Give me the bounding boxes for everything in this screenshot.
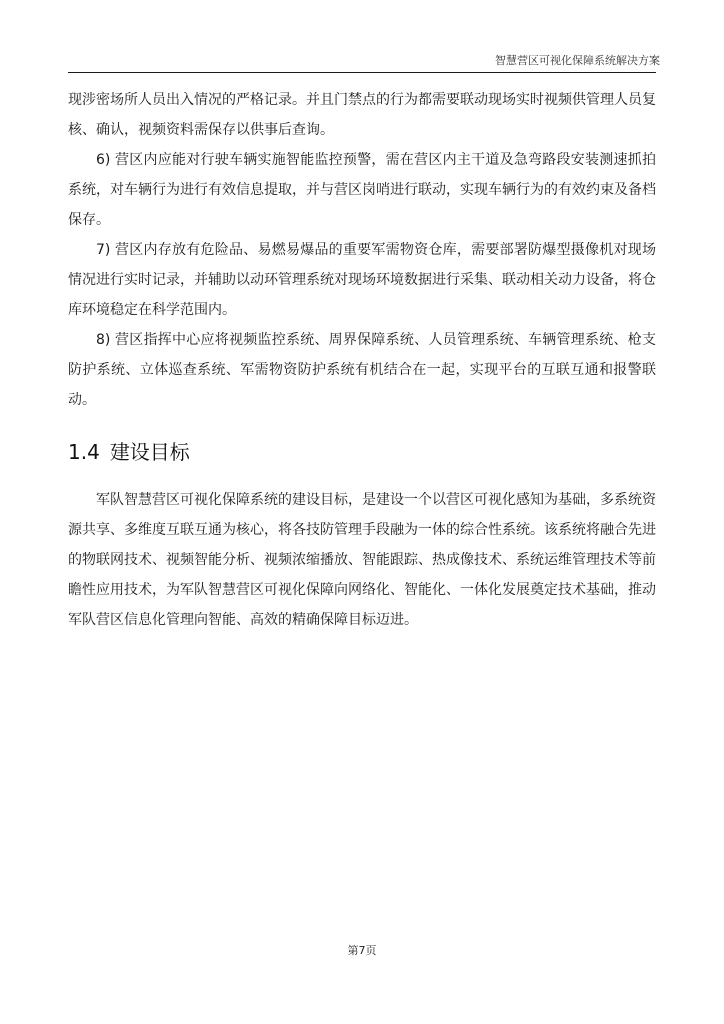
section-title: 建设目标	[109, 440, 190, 464]
paragraph-continuation: 现涉密场所人员出入情况的严格记录。并且门禁点的行为都需要联动现场实时视频供管理人员复核、确认，视频资料需保存以供事后查询。	[68, 92, 656, 138]
paragraph-item-7: 7) 营区内存放有危险品、易燃易爆品的重要军需物资仓库，需要部署防爆型摄像机对现场情况进行实时记录，并辅助以动环管理系统对现场环境数据进行采集、联动相关动力设备，将仓库环境稳定在科学范围内。	[68, 242, 656, 318]
header-divider	[68, 72, 656, 73]
document-body	[68, 85, 656, 635]
paragraph-item-6: 6) 营区内应能对行驶车辆实施智能监控预警，需在营区内主干道及急弯路段安装测速抓拍系统，对车辆行为进行有效信息提取，并与营区岗哨进行联动，实现车辆行为的有效约束及备档保存。	[68, 152, 656, 228]
section-heading	[68, 437, 656, 467]
section-body-paragraph: 军队智慧营区可视化保障系统的建设目标，是建设一个以营区可视化感知为基础，多系统资源共享、多维度互联互通为核心，将各技防管理手段融为一体的综合性系统。该系统将融合先进的物联网技术、视频智能分析、视频浓缩播放、智能跟踪、热成像技术、系统运维管理技术等前瞻性应用技术，为军队智慧营区可视化保障向网络化、智能化、一体化发展奠定技术基础，推动军队营区信息化管理向智能、高效的精确保障目标迈进。	[68, 492, 656, 628]
paragraph-item-8: 8) 营区指挥中心应将视频监控系统、周界保障系统、人员管理系统、车辆管理系统、枪支防护系统、立体巡查系统、军需物资防护系统有机结合在一起，实现平台的互联互通和报警联动。	[68, 332, 656, 408]
page-header-title: 智慧营区可视化保障系统解决方案	[495, 54, 660, 67]
section-number: 1.4	[68, 440, 100, 464]
page-number: 第7页	[347, 944, 377, 957]
